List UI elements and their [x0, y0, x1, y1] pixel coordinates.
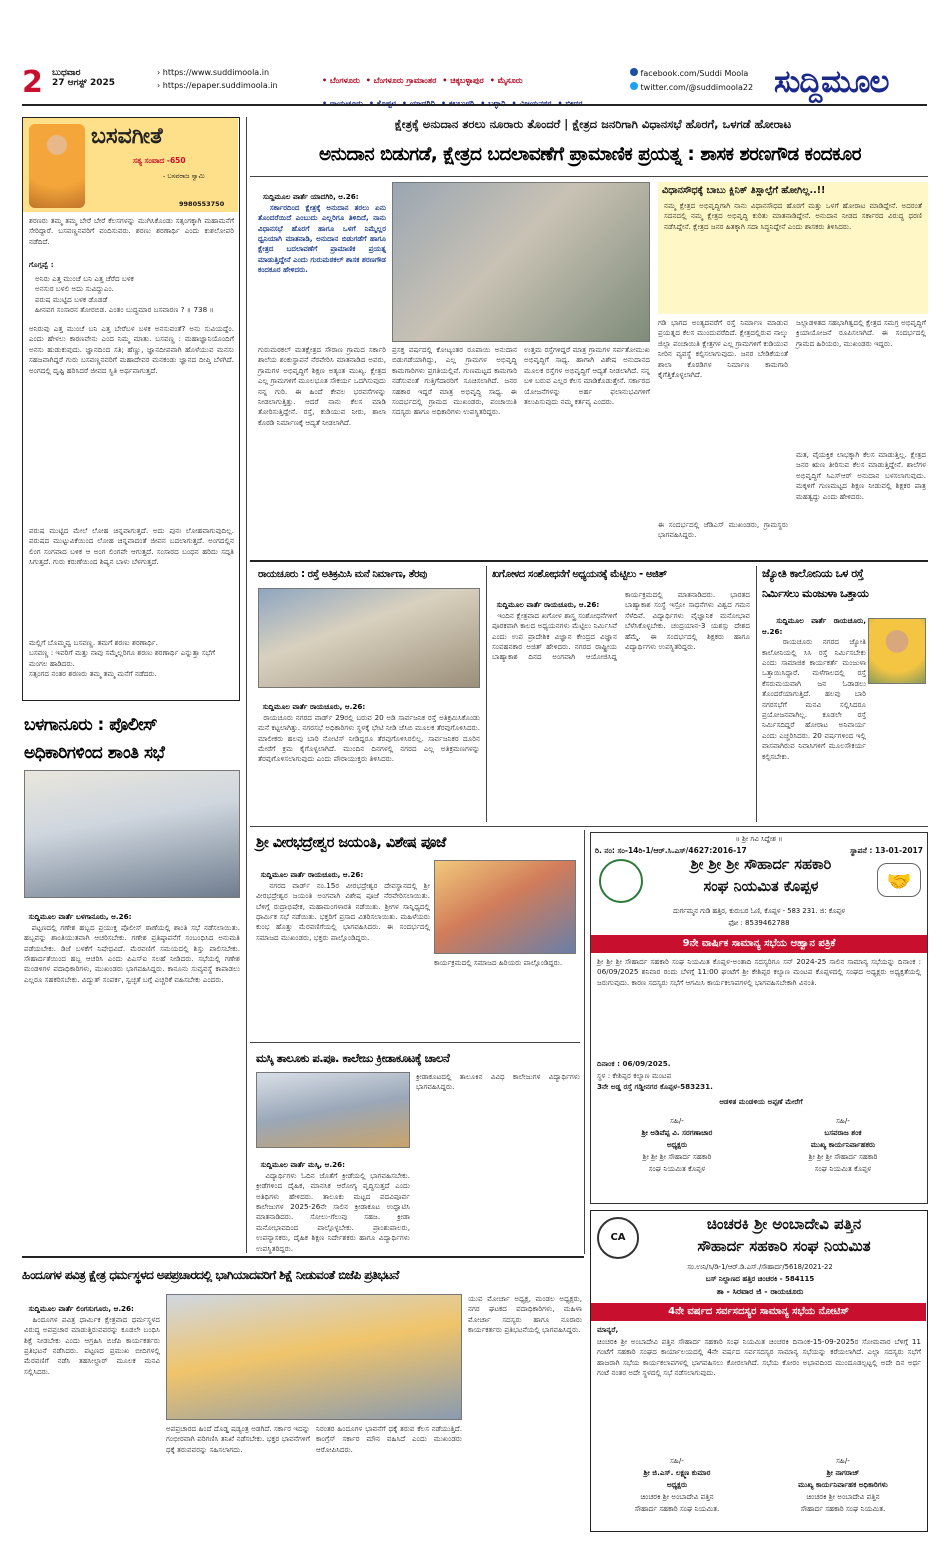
notice-sign-right: [763, 1115, 923, 1195]
veerabhadra-headline: ಶ್ರೀ ವೀರಭದ್ರೇಶ್ವರ ಜಯಂತಿ, ವಿಶೇಷ ಪೂಜೆ: [256, 835, 446, 851]
signature-line: ಸಂಘ ನಿಯಮಿತ ಕೊಪ್ಪಳ: [814, 1164, 872, 1173]
vachana-verse: ಅನಿರು ಎತ್ತ ಮುಂಚೆ ಬನಿ ಎತ್ತ ಚೆರೆದ ಬಳಕ ಅನಸುರ ಬಳಲಿ ಅದು ಸುವಿದ್ದುಎಂ. ಪರುಷ ಮುಟ್ಟಿದ ಬಳಕ ಡೊಡಡೆ ಹೀನವಗ ಸಂಸಾರನ ತೋರಬಿಡ. ಎಂತಂ ಬುದ್ಧಮಾರ ಬಸವಾರಣ ? ॥ 738 ॥: [35, 274, 214, 315]
signature-line: ಸೌಹಾರ್ದ ಸಹಕಾರಿ ಸಂಘ ನಿಯಮಿತ.: [800, 1504, 886, 1513]
signature-line: ಸೌಹಾರ್ದ ಸಹಕಾರಿ ಸಂಘ ನಿಯಮಿತ.: [634, 1504, 720, 1513]
maski-headline: ಮಸ್ಕಿ ತಾಲೂಕು ಪ.ಪೂ. ಕಾಲೇಜು ಕ್ರೀಡಾಕೂಟಕ್ಕೆ ಚಾಲನೆ: [256, 1051, 450, 1065]
column-body-4: ಮಲ್ಲಿಗೆ ಬೊಮ್ಮವ್ವ ಬಸವಣ್ಣ. ತಮಗೆ ಶರಣು ಶರಣಾರ್ಥಿ. ಬಸವಣ್ಣ : ಇವರಿಗೆ ಮತ್ತು ನಾವು ಸಮ್ಮೆಲ್ಲರಿಗೂ ಶರಣು ಶರಣಾರ್ಥಿ ಎನ್ನುತ್ತಾ ಸಭೆಗೆ ಮಂಗಲ ಹಾಡಿದರು. ಸತ್ಸಂಗದ ನಂತರ ಶರಣರು ತಮ್ಮ ತಮ್ಮ ಮನೆಗೆ ನಡೆದರು.: [29, 638, 216, 679]
signature-line: ಚಿಂಚರಕಿ ಶ್ರೀ ಅಂಬಾದೇವಿ ಪತ್ತಿನ: [806, 1492, 880, 1501]
district-row-2: [322, 91, 647, 110]
facebook-icon: [630, 68, 638, 76]
notice2-banner: 4ನೇ ವರ್ಷದ ಸರ್ವಸದಸ್ಯರ ಸಾಮಾನ್ಯ ಸಭೆಯ ನೋಟಿಸ್: [591, 1303, 926, 1321]
notice2-sign-right: [763, 1455, 923, 1527]
notice-place-2: 3ನೇ ಅಡ್ಡ ರಸ್ತೆ ಗಡ್ಡೀನಗರ ಕೊಪ್ಪಳ-583231.: [597, 1082, 713, 1091]
khagola-byline: ಸುದ್ದಿಮೂಲ ವಾರ್ತೆ ರಾಯಚೂರು, ಆ.26:: [496, 600, 600, 610]
signature-line: ಮುಖ್ಯ ಕಾರ್ಯನಿರ್ವಾಹಕ ಅಧಿಕಾರಿಗಳು: [798, 1480, 888, 1489]
hindu-col-3: ನಿರಂತರ ಹಿಂದೂಗಳ ಭಾವನೆಗೆ ಧಕ್ಕೆ ತರುವ ಕೆಲಸ ನಡೆಯುತ್ತಿದೆ. ಕಾಂಗ್ರೆಸ್ ಸರ್ಕಾರ ಮೌನ ವಹಿಸಿದೆ ಎಂದು ಮುಖಂಡರು ಆರೋಪಿಸಿದರು.: [316, 1424, 465, 1454]
raichur-byline: ಸುದ್ದಿಮೂಲ ವಾರ್ತೆ ರಾಯಚೂರು, ಆ.26:: [262, 702, 366, 712]
chevron-right-icon: ›: [157, 68, 163, 77]
basavageethe-column: [22, 117, 240, 701]
signature-line: ಶ್ರೀ ಅಡಿವೆಪ್ಪ ವಿ. ಸರಗಣಾಚಾರ: [641, 1128, 713, 1137]
notice2-sign-left: [597, 1455, 757, 1527]
hindu-col-4: ಯುವ ಮೋರ್ಚಾ ಅಧ್ಯಕ್ಷ, ಮಂಡಲ ಅಧ್ಯಕ್ಷರು, ನಗರ ಘಟಕದ ಪದಾಧಿಕಾರಿಗಳು, ಮಹಿಳಾ ಮೋರ್ಚಾ ಸದಸ್ಯರು ಹಾಗೂ ನೂರಾರು ಕಾರ್ಯಕರ್ತರು ಪ್ರತಿಭಟನೆಯಲ್ಲಿ ಭಾಗವಹಿಸಿದ್ದರು.: [468, 1294, 585, 1335]
notice-title-1: ಶ್ರೀ ಶ್ರೀ ಶ್ರೀ ಸೌಹಾರ್ದ ಸಹಕಾರಿ: [690, 857, 832, 873]
society-logo: [599, 859, 643, 903]
date-label: 27 ಆಗಸ್ಟ್ 2025: [52, 78, 115, 88]
raichur-body: ಸುದ್ದಿಮೂಲ ವಾರ್ತೆ ರಾಯಚೂರು, ಆ.26: ರಾಯಚೂರು ನಗರದ ವಾರ್ಡ್ 29ರಲ್ಲಿ ಬರುವ 20 ಅಡಿ ಸಾರ್ವಜನಿಕ ರಸ್ತೆ ಅತಿಕ್ರಮಿಸಿಕೊಂಡು ಮನೆ ಕಟ್ಟಲಾಗಿತ್ತು. ನಗರಸಭೆ ಅಧಿಕಾರಿಗಳು ಸ್ಥಳಕ್ಕೆ ಭೇಟಿ ನೀಡಿ ಜೆಸಿಬಿ ಮೂಲಕ ತೆರವುಗೊಳಿಸಿದರು. ಮಾಲೀಕರು ಹಲವು ಬಾರಿ ನೋಟಿಸ್ ನೀಡಿದ್ದರೂ ತೆರವುಗೊಳಿಸಿರಲಿಲ್ಲ. ಸಾರ್ವಜನಿಕರ ದೂರಿನ ಮೇರೆಗೆ ಕ್ರಮ ಕೈಗೊಳ್ಳಲಾಗಿದೆ. ಮುಂದಿನ ದಿನಗಳಲ್ಲಿ ನಗರದ ಎಲ್ಲ ಅತಿಕ್ರಮಣಗಳನ್ನು ತೆರವುಗೊಳಿಸಲಾಗುವುದು ಎಂದು ಪೌರಾಯುಕ್ತರು ತಿಳಿಸಿದರು.: [258, 702, 483, 764]
notice2-title-2: ಸೌಹಾರ್ದ ಸಹಕಾರಿ ಸಂಘ ನಿಯಮಿತ: [697, 1237, 871, 1255]
veerabhadra-byline: ಸುದ್ದಿಮೂಲ ವಾರ್ತೆ ರಾಯಚೂರು, ಆ.26:: [260, 870, 364, 880]
lead-photo: [392, 182, 650, 342]
veerabhadra-body: ಸುದ್ದಿಮೂಲ ವಾರ್ತೆ ರಾಯಚೂರು, ಆ.26: ನಗರದ ವಾರ್ಡ್ ನಂ.15ರ ವೀರಭದ್ರೇಶ್ವರ ದೇವಸ್ಥಾನದಲ್ಲಿ ಶ್ರೀ ವೀರಭದ್ರೇಶ್ವರ ಜಯಂತಿ ಅಂಗವಾಗಿ ವಿಶೇಷ ಪೂಜೆ ನೆರವೇರಿಸಲಾಯಿತು. ಬೆಳಿಗ್ಗೆ ರುದ್ರಾಭಿಷೇಕ, ಮಹಾಮಂಗಳಾರತಿ ನಡೆಯಿತು. ಶ್ರೀಗಳ ಸಾನ್ನಿಧ್ಯದಲ್ಲಿ ಧಾರ್ಮಿಕ ಸಭೆ ನಡೆಯಿತು. ಭಕ್ತರಿಗೆ ಪ್ರಸಾದ ವಿತರಿಸಲಾಯಿತು. ಮಹಿಳೆಯರು ಕುಂಭ ಹೊತ್ತು ಮೆರವಣಿಗೆಯಲ್ಲಿ ಭಾಗವಹಿಸಿದರು. ಈ ಸಂದರ್ಭದಲ್ಲಿ ಸಮಾಜದ ಮುಖಂಡರು, ಭಕ್ತರು ಪಾಲ್ಗೊಂಡಿದ್ದರು.: [256, 870, 433, 942]
notice-chincharaki: [590, 1210, 928, 1532]
column-body-3: ಪರುಷ ಮುಟ್ಟಿದ ಮೇಲೆ ಲೋಹ ಚಿನ್ನವಾಗುತ್ತದೆ. ಅದು ಪುನಃ ಲೋಹವಾಗುವುದಿಲ್ಲ. ಪರುಷದ ಮುಟ್ಟುವಿಕೆಯಿಂದ ಲೋಹ ಚಿನ್ನವಾದಂತೆ ಜೀವನ ಬದಲಾಗುತ್ತದೆ. ಅಂಗದಲ್ಲಿನ ಲಿಂಗ ಸಂಗವಾದ ಬಳಿಕ ಆ ಅಂಗ ಲಿಂಗವೇ ಆಗುತ್ತದೆ. ಸಂಸಾರದ ಬಂಧನ ಹರಿದು ಸದ್ಗತಿ ಸಿಗುತ್ತದೆ. ಗುರು ಕರುಣೆಯಿಂದ ಶಿಷ್ಯನ ಬಾಳು ಬೆಳಗುತ್ತದೆ.: [29, 526, 237, 567]
notice-date: ದಿನಾಂಕ : 06/09/2025.: [597, 1059, 671, 1068]
chevron-right-icon: ›: [157, 81, 163, 90]
signature-line: ಶ್ರೀ ಶ್ರೀ ಶ್ರೀ ಸೌಹಾರ್ದ ಸಹಕಾರಿ: [642, 1152, 712, 1161]
lead-col-2: ಪ್ರಸಕ್ತ ವರ್ಷದಲ್ಲಿ ಕೋಟ್ಯಂತರ ರೂಪಾಯಿ ಅನುದಾನ ಬಿಡುಗಡೆಯಾಗಿದ್ದು, ಎಲ್ಲ ಗ್ರಾಮಗಳ ಅಭಿವೃದ್ಧಿ ಕಾಮಗಾರಿಗಳು ಪ್ರಗತಿಯಲ್ಲಿವೆ. ಗುಣಮಟ್ಟದ ಕಾಮಗಾರಿ ನಡೆಸುವಂತೆ ಗುತ್ತಿಗೆದಾರರಿಗೆ ಸೂಚಿಸಲಾಗಿದೆ. ಜನರ ಸಹಕಾರ ಇದ್ದರೆ ಮಾತ್ರ ಅಭಿವೃದ್ಧಿ ಸಾಧ್ಯ. ಈ ಸಂದರ್ಭದಲ್ಲಿ ಗ್ರಾಮದ ಮುಖಂಡರು, ಪಂಚಾಯಿತಿ ಸದಸ್ಯರು ಹಾಗೂ ಅಧಿಕಾರಿಗಳು ಉಪಸ್ಥಿತರಿದ್ದರು.: [392, 345, 520, 417]
khagola-headline: ಖಗೋಳದ ಸಂಶೋಧನೆಗೆ ಅಧ್ಯಯನಕ್ಕೆ ಮೆಟ್ಟಿಲು - ಅಜಿತ್: [492, 569, 667, 580]
hindu-byline: ಸುದ್ದಿಮೂಲ ವಾರ್ತೆ ಲಿಂಗಸುಗೂರು, ಆ.26:: [28, 1304, 134, 1314]
signature-line: ಸಹಿ/-: [836, 1456, 850, 1465]
manjula-portrait: [868, 618, 926, 684]
signature-line: ಅಧ್ಯಕ್ಷರು: [666, 1140, 688, 1149]
lead-col-5: ಜಲ್ಲಾಡಳಿತದ ಸಹಭಾಗಿತ್ವದಲ್ಲಿ ಕ್ಷೇತ್ರದ ಸಮಗ್ರ ಅಭಿವೃದ್ಧಿಗೆ ಕ್ರಿಯಾಯೋಜನೆ ರೂಪಿಸಲಾಗಿದೆ. ಈ ಸಂದರ್ಭದಲ್ಲಿ ಗ್ರಾಮದ ಹಿರಿಯರು, ಮುಖಂಡರು ಇದ್ದರು.: [796, 318, 929, 348]
lead-col-7: ಈ ಸಂದರ್ಭದಲ್ಲಿ ಜೆಡಿಎಸ್ ಮುಖಂಡರು, ಗ್ರಾಮಸ್ಥರು ಭಾಗವಹಿಸಿದ್ದರು.: [658, 520, 791, 540]
author-phone: 9980553750: [179, 200, 225, 208]
notice-place: ಸ್ಥಳ : ಕೇಶಿಪ್ಪರ ಕಲ್ಯಾಣ ಮಂಟಪ: [597, 1071, 672, 1080]
signature-line: ಚಿಂಚರಕಿ ಶ್ರೀ ಅಂಬಾದೇವಿ ಪತ್ತಿನ: [640, 1492, 714, 1501]
web-links: [157, 68, 327, 102]
basavanna-portrait: [29, 124, 85, 208]
sports-meet-photo: [256, 1072, 410, 1148]
district-link[interactable]: • ಬೆಂಗಳೂರು: [322, 76, 360, 85]
notice-closing: ಆಡಳಿತ ಮಂಡಳಿಯ ಅಪ್ಪಣೆ ಮೇರೆಗೆ: [719, 1097, 803, 1106]
khagola-body: ಸುದ್ದಿಮೂಲ ವಾರ್ತೆ ರಾಯಚೂರು, ಆ.26: ಇಂದಿನ ಕ್ಷೇತ್ರವಾದ ಖಗೋಳ ಶಾಸ್ತ್ರ ಸಂಶೋಧನೆಗಳಿಗೆ ಪೂರಕವಾಗಿ ಕಾಲದ ಅಧ್ಯಯನಗಳು ಮೆಟ್ಟಿಲು ನಿರ್ಮಿಸಿವೆ ಎಂದು ಉಪ ಪ್ರಾದೇಶಿಕ ವಿಜ್ಞಾನ ಕೇಂದ್ರದ ವಿಜ್ಞಾನ ಸಂವಹನಕಾರ ಅಜಿತ್ ಹೇಳಿದರು. ನಗರದ ರಾಷ್ಟ್ರೀಯ ಬಾಹ್ಯಾಕಾಶ ದಿನದ ಅಂಗವಾಗಿ ಆಯೋಜಿಸಿದ್ದ ಕಾರ್ಯಕ್ರಮದಲ್ಲಿ ಮಾತನಾಡಿದರು. ಭಾರತದ ಬಾಹ್ಯಾಕಾಶ ಸಂಸ್ಥೆ ಇಸ್ರೋ ಸಾಧನೆಗಳು ವಿಶ್ವದ ಗಮನ ಸೆಳೆದಿವೆ. ವಿದ್ಯಾರ್ಥಿಗಳು ವೈಜ್ಞಾನಿಕ ಮನೋಭಾವ ಬೆಳೆಸಿಕೊಳ್ಳಬೇಕು. ಚಂದ್ರಯಾನ-3 ಯಶಸ್ಸು ದೇಶದ ಹೆಮ್ಮೆ. ಈ ಸಂದರ್ಭದಲ್ಲಿ ಶಿಕ್ಷಕರು ಹಾಗೂ ವಿದ್ಯಾರ್ಥಿಗಳು ಉಪಸ್ಥಿತರಿದ್ದರು.: [492, 590, 753, 662]
notice-top-line: ॥ ಶ್ರೀ ಗವಿ ಸಿದ್ದೇಶ ॥: [735, 835, 783, 843]
balaganur-headline-2: ಅಧಿಕಾರಿಗಳಿಂದ ಶಾಂತಿ ಸಭೆ: [24, 743, 165, 763]
handshake-icon: 🤝: [877, 863, 921, 897]
signature-line: ಸಹಿ/-: [670, 1116, 684, 1125]
lead-col-3: ಉತ್ತಮ ರಸ್ತೆಗಳಿದ್ದರೆ ಮಾತ್ರ ಗ್ರಾಮಗಳ ಸರ್ವತೋಮುಖ ಅಭಿವೃದ್ಧಿಗೆ ಸಾಧ್ಯ. ಹಾಗಾಗಿ ವಿಶೇಷ ಅನುದಾನದ ಮೂಲಕ ರಸ್ತೆಗಳ ಅಭಿವೃದ್ಧಿಗೆ ಆದ್ಯತೆ ನೀಡಲಾಗಿದೆ. ನನ್ನ ಬಳಿ ಬರುವ ಎಲ್ಲರ ಕೆಲಸ ಮಾಡಿಕೊಡುತ್ತೇನೆ. ಸರ್ಕಾರದ ಯೋಜನೆಗಳನ್ನು ಅರ್ಹ ಫಲಾನುಭವಿಗಳಿಗೆ ತಲುಪಿಸುವುದು ನಮ್ಮ ಕರ್ತವ್ಯ ಎಂದರು.: [524, 345, 653, 407]
column-body-1: ಶರಣರು ತಮ್ಮ ತಮ್ಮ ಬೇರೆ ಬೇರೆ ಕೆಲಸಗಳನ್ನು ಮುಗಿಸಿಕೊಂಡು ಸತ್ಸಂಗಕ್ಕಾಗಿ ಮಹಾಮನೆಗೆ ಸೇರಿದ್ದಾರೆ. ಬಸವಣ್ಣನವರಿಗೆ ವಂದಿಸುವರು. ಶರಣು ಶರಣಾರ್ಥಿ ಎಂದು ಕುಶಲೋಪರಿ ನಡೆದಿದೆ.: [29, 216, 237, 246]
notice2-address-2: ತಾ - ಸಿರವಾರ ಜಿ - ರಾಯಚೂರು: [716, 1287, 804, 1296]
veerabhadra-body-2: ಕಾರ್ಯಕ್ರಮದಲ್ಲಿ ಸಮಾಜದ ಹಿರಿಯರು ಪಾಲ್ಗೊಂಡಿದ್ದರು.: [434, 958, 563, 967]
notice-title-2: ಸಂಘ ನಿಯಮಿತ ಕೊಪ್ಪಳ: [703, 879, 819, 895]
notice-estd: ಸ್ಥಾಪನೆ : 13-01-2017: [850, 846, 923, 855]
signature-line: ಶ್ರೀ ಜಿ.ಎಸ್. ಲಕ್ಷ್ಮಣ ಕುಮಾರ: [643, 1468, 711, 1477]
lead-col-4: ಗಡಿ ಭಾಗದ ಅಂತ್ಯದವರೆಗೆ ರಸ್ತೆ ನಿರ್ಮಾಣ ಮಾಡುವ ಪ್ರಯತ್ನದ ಕೆಲಸ ಮುಂದುವರೆದಿದೆ. ಕ್ಷೇತ್ರದಲ್ಲಿರುವ ನಾಲ್ಕು ಜಿಲ್ಲಾ ಪಂಚಾಯಿತಿ ಕ್ಷೇತ್ರಗಳ ಎಲ್ಲ ಗ್ರಾಮಗಳಿಗೆ ಕುಡಿಯುವ ನೀರಿನ ವ್ಯವಸ್ಥೆ ಕಲ್ಪಿಸಲಾಗುವುದು. ಜನರ ಬೇಡಿಕೆಯಂತೆ ಶಾಲಾ ಕೊಠಡಿಗಳ ನಿರ್ಮಾಣ ಕಾಮಗಾರಿ ಕೈಗೆತ್ತಿಕೊಳ್ಳಲಾಗಿದೆ.: [658, 318, 791, 380]
social-links: [630, 68, 770, 102]
raichur-photo: [258, 588, 480, 688]
balaganur-byline: ಸುದ್ದಿಮೂಲ ವಾರ್ತೆ ಬಳಗಾನೂರು, ಆ.26:: [28, 912, 132, 922]
lead-headline: ಅನುದಾನ ಬಿಡುಗಡೆ, ಕ್ಷೇತ್ರದ ಬದಲಾವಣೆಗೆ ಪ್ರಾಮಾಣಿಕ ಪ್ರಯತ್ನ : ಶಾಸಕ ಶರಣಗೌಡ ಕಂದಕೂರ: [319, 144, 861, 165]
page-number: 2: [22, 65, 43, 100]
lead-sidebar: [658, 182, 928, 314]
column-body-2: ಅನಿರುವು ಎತ್ತ ಮುಂಚೆ ಬನಿ ಎತ್ತ ಬೇರೆಬಳ ಬಳಕ ಅನಸುವಂತೆ? ಅನು ಸುವಿಯದ್ದೆಂ. ಎಂದು ಹೇಳಲು ಕಾರಣವೇನು ಎಂದ ನಿಮ್ಮ ಮಾತು. ಬಸವಣ್ಣ : ಮಹಾಜ್ಞಾನಿಯೊಂದಿಗೆ ಅನಸು ಹುಡುಕುವುದು. ಜ್ಞಾನದಿಂದ ಸತಿ; ಹೆಣ್ಣು, ಜ್ಞಾನದೀಪವಾಗಿ ಹೊಳೆಯುವ ಮನಸು ಸಹಜವಾಗಿದ್ದರೆ ಗುರು ಬಸವಣ್ಣನವರಿಗೆ ಮಹಾದೇವರ ಮನಕಂಡು ಜ್ಞಾನದ ದೀಪ್ತಿ ಬೆಳಗಿದೆ. ಅಂಗದಲ್ಲಿ ದೃಷ್ಟಿ ಹರಿಸಿದರೆ ಜೀವದ ಸ್ಥಿತಿ ಅರ್ಥವಾಗುತ್ತದೆ.: [29, 324, 237, 375]
signature-line: ಶ್ರೀ ನಾಗರಾಜ್: [826, 1468, 860, 1477]
jayanti-photo: [434, 860, 576, 954]
lead-col-6: ಮತ, ವೈಯಕ್ತಿಕ ಲಾಭಕ್ಕಾಗಿ ಕೆಲಸ ಮಾಡುತ್ತಿಲ್ಲ. ಕ್ಷೇತ್ರದ ಜನರ ಋಣ ತೀರಿಸುವ ಕೆಲಸ ಮಾಡುತ್ತಿದ್ದೇನೆ. ಶಾಲೆಗಳ ಅಭಿವೃದ್ಧಿಗೆ ಸಿಎಸ್ಆರ್ ಅನುದಾನ ಬಳಸಲಾಗುವುದು. ಮಕ್ಕಳಿಗೆ ಗುಣಮಟ್ಟದ ಶಿಕ್ಷಣ ನೀಡುವಲ್ಲಿ ಶಿಕ್ಷಕರ ಪಾತ್ರ ಮಹತ್ವದ್ದು ಎಂದು ಹೇಳಿದರು.: [796, 450, 929, 501]
maski-body-2: ಕ್ರೀಡಾಕೂಟದಲ್ಲಿ ತಾಲೂಕಿನ ವಿವಿಧ ಕಾಲೇಜುಗಳ ವಿದ್ಯಾರ್ಥಿಗಳು ಭಾಗವಹಿಸಿದ್ದರು.: [416, 1072, 583, 1092]
notice2-address-1: ಬಸ್ ನಿಲ್ದಾಣದ ಹತ್ತಿರ ಚಿಂಚರಕಿ - 584115: [705, 1275, 815, 1283]
notice-body: ಶ್ರೀ ಶ್ರೀ ಶ್ರೀ ಸೌಹಾರ್ದ ಸಹಕಾರಿ ಸಂಘ ನಿಯಮಿತ ಕೊಪ್ಪಳ-ಅಂತಾದಿ ಸದಸ್ಯರಿಗೂ ಸನ್ 2024-25 ಸಾಲಿನ ಸಾಮಾನ್ಯ ಸಭೆಯನ್ನು ದಿನಾಂಕ : 06/09/2025 ಶನಿವಾರ ರಂದು ಬೆಳಗ್ಗೆ 11:00 ಘಂಟೆಗೆ ಶ್ರೀ ಕೇಶಿಪ್ಪರ ಕಲ್ಯಾಣ ಮಂಟಪ ಕೊಪ್ಪಳದಲ್ಲಿ ಸಂಘದ ಅಧ್ಯಕ್ಷರು ಅಧ್ಯಕ್ಷತೆಯಲ್ಲಿ ಜರುಗುವುದು. ಕಾರಣ ಸದಸ್ಯರು ಸಭೆಗೆ ಆಗಮಿಸಿ ಕಾರ್ಯಕಲಾಪಗಳಲ್ಲಿ ಭಾಗವಹಿಸಬೇಕಾಗಿ ವಿನಂತಿ.: [597, 957, 924, 987]
maski-body: ಸುದ್ದಿಮೂಲ ವಾರ್ತೆ ಮಸ್ಕಿ, ಆ.26: ವಿದ್ಯಾರ್ಥಿಗಳು ಓದಿನ ಜೊತೆಗೆ ಕ್ರೀಡೆಯಲ್ಲಿ ಭಾಗವಹಿಸಬೇಕು. ಕ್ರೀಡೆಗಳಿಂದ ದೈಹಿಕ, ಮಾನಸಿಕ ಆರೋಗ್ಯ ವೃದ್ಧಿಸುತ್ತದೆ ಎಂದು ಅತಿಥಿಗಳು ಹೇಳಿದರು. ತಾಲೂಕು ಮಟ್ಟದ ಪದವಿಪೂರ್ವ ಕಾಲೇಜುಗಳ 2025-26ನೇ ಸಾಲಿನ ಕ್ರೀಡಾಕೂಟ ಉದ್ಘಾಟಿಸಿ ಮಾತನಾಡಿದರು. ಸೋಲು-ಗೆಲುವು ಸಹಜ. ಕ್ರೀಡಾ ಮನೋಭಾವದಿಂದ ಪಾಲ್ಗೊಳ್ಳಬೇಕು. ಪ್ರಾಂಶುಪಾಲರು, ಉಪನ್ಯಾಸಕರು, ದೈಹಿಕ ಶಿಕ್ಷಣ ನಿರ್ದೇಶಕರು ಹಾಗೂ ವಿದ್ಯಾರ್ಥಿಗಳು ಉಪಸ್ಥಿತರಿದ್ದರು.: [256, 1160, 413, 1253]
lead-intro: ಸುದ್ದಿಮೂಲ ವಾರ್ತೆ ಯಾದಗಿರಿ, ಆ.26: ಸರ್ಕಾರದಿಂದ ಕ್ಷೇತ್ರಕ್ಕೆ ಅನುದಾನ ತರಲು ಏನು ತೊಂದರೆಯಿದೆ ಎಂಬುದು ಎಲ್ಲರಿಗೂ ತಿಳಿದಿದೆ, ನಾನು ವಿಧಾನಸಭೆ ಹೊರಗೆ ಹಾಗೂ ಒಳಗೆ ನಿಮ್ಮೆಲ್ಲರ ಧ್ವನಿಯಾಗಿ ಮಾತನಾಡಿ, ಅನುದಾನ ಬಿಡುಗಡೆಗೆ ಹಾಗೂ ಕ್ಷೇತ್ರದ ಬದಲಾವಣೆಗೆ ಪ್ರಾಮಾಣಿಕ ಪ್ರಯತ್ನ ಮಾಡುತ್ತಿದ್ದೇನೆ ಎಂದು ಗುರುಮಠಕಲ್ ಶಾಸಕ ಶರಣಗೌಡ ಕಂದಕೂರ ಹೇಳಿದರು.: [258, 192, 389, 275]
hindu-col-1: ಸುದ್ದಿಮೂಲ ವಾರ್ತೆ ಲಿಂಗಸುಗೂರು, ಆ.26: ಹಿಂದೂಗಳ ಪವಿತ್ರ ಧಾರ್ಮಿಕ ಕ್ಷೇತ್ರವಾದ ಧರ್ಮಸ್ಥಳದ ವಿರುದ್ಧ ಅಪಪ್ರಚಾರ ಮಾಡುತ್ತಿರುವವರನ್ನು ಕೂಡಲೇ ಬಂಧಿಸಿ ಶಿಕ್ಷೆ ನೀಡಬೇಕು ಎಂದು ಆಗ್ರಹಿಸಿ ಬಿಜೆಪಿ ಕಾರ್ಯಕರ್ತರು ಪ್ರತಿಭಟನೆ ನಡೆಸಿದರು. ಪಟ್ಟಣದ ಪ್ರಮುಖ ಬೀದಿಗಳಲ್ಲಿ ಮೆರವಣಿಗೆ ನಡೆಸಿ ತಹಸೀಲ್ದಾರ್ ಮೂಲಕ ಮನವಿ ಸಲ್ಲಿಸಿದರು.: [24, 1304, 163, 1376]
signature-line: ಶ್ರೀ ಶ್ರೀ ಶ್ರೀ ಸೌಹಾರ್ದ ಸಹಕಾರಿ: [808, 1152, 878, 1161]
jyothi-headline-1: ಜ್ಯೋತಿ ಕಾಲೋನಿಯ ಒಳ ರಸ್ತೆ: [762, 567, 864, 580]
balaganur-headline-1: ಬಳಗಾನೂರು : ಪೊಲೀಸ್: [24, 715, 158, 735]
district-nav: [322, 68, 647, 102]
column-title: ಬಸವಗೀತೆ: [91, 124, 163, 149]
district-link[interactable]: • ಬೆಂಗಳೂರು ಗ್ರಾಮಾಂತರ: [365, 76, 437, 85]
maski-byline: ಸುದ್ದಿಮೂಲ ವಾರ್ತೆ ಮಸ್ಕಿ, ಆ.26:: [260, 1160, 345, 1170]
notice-sign-left: [597, 1115, 757, 1195]
raichur-headline: ರಾಯಚೂರು : ರಸ್ತೆ ಅತಿಕ್ರಮಿಸಿ ಮನೆ ನಿರ್ಮಾಣ, ತೆರವು: [258, 569, 427, 580]
sidebar-body: ನಮ್ಮ ಕ್ಷೇತ್ರದ ಅಭಿವೃದ್ಧಿಗಾಗಿ ನಾನು ವಿಧಾನಸೌಧದ ಹೊರಗೆ ಮತ್ತು ಒಳಗೆ ಹೋರಾಟ ಮಾಡಿದ್ದೇನೆ. ಅದರಂತೆ ಸದನದಲ್ಲಿ ನಮ್ಮ ಕ್ಷೇತ್ರದ ಅಭಿವೃದ್ಧಿ ಕುರಿತು ಮಾತನಾಡಿದ್ದೇನೆ. ಅನುದಾನ ನೀಡದ ಸರ್ಕಾರದ ವಿರುದ್ಧ ಧರಣಿ ನಡೆಸಿದ್ದೇನೆ. ಕ್ಷೇತ್ರದ ಜನರ ಹಿತಕ್ಕಾಗಿ ಸದಾ ಸಿದ್ಧನಿದ್ದೇನೆ ಎಂದು ಶಾಸಕರು ತಿಳಿಸಿದರು.: [664, 201, 925, 231]
society-logo-2: CA: [597, 1217, 639, 1259]
notice-phone: ಫೋ : 8539462788: [728, 919, 790, 927]
hindu-col-2: ಅಪಪ್ರಚಾರದ ಹಿಂದೆ ದೊಡ್ಡ ಷಡ್ಯಂತ್ರ ಅಡಗಿದೆ. ಸರ್ಕಾರ ಇದನ್ನು ಗಂಭೀರವಾಗಿ ಪರಿಗಣಿಸಿ ತನಿಖೆ ನಡೆಸಬೇಕು. ಭಕ್ತರ ಭಾವನೆಗಳಿಗೆ ಧಕ್ಕೆ ತರುವವರನ್ನು ಸಹಿಸಲಾಗದು.: [166, 1424, 313, 1454]
notice-address: ದುರ್ಗಮ್ಮನ ಗುಡಿ ಹತ್ತಿರ, ಕುರುಬರ ಓಣಿ, ಕೊಪ್ಪಳ - 583 231. ಜಿ: ಕೊಪ್ಪಳ: [673, 907, 845, 915]
jyothi-headline-2: ನಿರ್ಮಿಸಲು ಮಂಜುಳಾ ಒತ್ತಾಯ: [762, 587, 869, 600]
notice-koppal: [590, 832, 928, 1204]
page-header: [22, 66, 927, 102]
lead-col-1: ಗುರುಮಠಕಲ್ ಮತಕ್ಷೇತ್ರದ ಸೌರಾಣ ಗ್ರಾಮದ ಸರ್ಕಾರಿ ಶಾಲೆಯ ಶಂಕುಸ್ಥಾಪನೆ ನೆರವೇರಿಸಿ ಮಾತನಾಡಿದ ಅವರು, ಗ್ರಾಮಗಳ ಅಭಿವೃದ್ಧಿಗೆ ಶಿಕ್ಷಣ ಅತ್ಯಂತ ಮುಖ್ಯ. ಕ್ಷೇತ್ರದ ಎಲ್ಲ ಗ್ರಾಮಗಳಿಗೆ ಮೂಲಭೂತ ಸೌಕರ್ಯ ಒದಗಿಸುವುದು ನನ್ನ ಗುರಿ. ಈ ಹಿಂದೆ ಕೇವಲ ಭರವಸೆಗಳನ್ನು ನೀಡಲಾಗುತ್ತಿತ್ತು. ಆದರೆ ನಾನು ಕೆಲಸ ಮಾಡಿ ತೋರಿಸುತ್ತಿದ್ದೇನೆ. ರಸ್ತೆ, ಕುಡಿಯುವ ನೀರು, ಶಾಲಾ ಕೊಠಡಿ ನಿರ್ಮಾಣಕ್ಕೆ ಆದ್ಯತೆ ನೀಡಲಾಗಿದೆ.: [258, 345, 389, 427]
signature-line: ಸಹಿ/-: [670, 1456, 684, 1465]
notice2-reg: ಸಂ.ಉನಿ/ಸಿ/ಡಿ-1/ಆರ್.ಡಿ.ಎಸ್./ಸೌಹಾರ್ದ/5618/2021-22: [687, 1263, 833, 1271]
peace-meeting-photo: [24, 770, 240, 898]
jyothi-body: ಸುದ್ದಿಮೂಲ ವಾರ್ತೆ ರಾಯಚೂರು, ಆ.26: ರಾಯಚೂರು ನಗರದ ಜ್ಯೋತಿ ಕಾಲೋನಿಯಲ್ಲಿ ಸಿಸಿ ರಸ್ತೆ ನಿರ್ಮಿಸಬೇಕು ಎಂದು ಸಾಮಾಜಿಕ ಕಾರ್ಯಕರ್ತೆ ಮಂಜುಳಾ ಒತ್ತಾಯಿಸಿದ್ದಾರೆ. ಮಳೆಗಾಲದಲ್ಲಿ ರಸ್ತೆ ಕೆಸರುಮಯವಾಗಿ ಜನ ಓಡಾಡಲು ತೊಂದರೆಯಾಗುತ್ತಿದೆ. ಹಲವು ಬಾರಿ ನಗರಸಭೆಗೆ ಮನವಿ ಸಲ್ಲಿಸಿದರೂ ಪ್ರಯೋಜನವಾಗಿಲ್ಲ. ಕೂಡಲೇ ರಸ್ತೆ ನಿರ್ಮಿಸದಿದ್ದರೆ ಹೋರಾಟ ಅನಿವಾರ್ಯ ಎಂದು ಎಚ್ಚರಿಸಿದರು. 20 ವರ್ಷಗಳಿಂದ ಇಲ್ಲಿ ವಾಸವಾಗಿರುವ ನಿವಾಸಿಗಳಿಗೆ ಮೂಲಸೌಕರ್ಯ ಕಲ್ಪಿಸಬೇಕು.: [762, 616, 869, 761]
protest-photo: [166, 1294, 462, 1420]
notice2-body: ಚಿಂಚರಕಿ ಶ್ರೀ ಅಂಬಾದೇವಿ ಪತ್ತಿನ ಸೌಹಾರ್ದ ಸಹಕಾರಿ ಸಂಘ ನಿಯಮಿತ ಚಿಂಚರಕಿ ದಿನಾಂಕ-15-09-2025ರ ಸೋಮವಾರ ಬೆಳಿಗ್ಗೆ 11 ಗಂಟೆಗೆ ಸಹಕಾರಿ ಸಂಘದ ಕಾರ್ಯಾಲಯದಲ್ಲಿ 4ನೇ ವರ್ಷದ ಸರ್ವಸದಸ್ಯರ ಸಾಮಾನ್ಯ ಸಭೆಯನ್ನು ಕರೆಯಲಾಗಿದೆ. ಎಲ್ಲಾ ಸದಸ್ಯರು ಸಭೆಗೆ ಹಾಜರಾಗಿ ಸಭೆಯ ಕಾರ್ಯಕಲಾಪಗಳಲ್ಲಿ ಭಾಗವಹಿಸಲು ಕೋರಲಾಗಿದೆ. ಸಭೆಯ ಕೋರಂ ಅಭಾವದಿಂದ ಮುಂದೂಡಲ್ಪಟ್ಟಲ್ಲಿ ಅದೇ ದಿನ ಅರ್ಧ ಗಂಟೆ ನಂತರ ಅದೇ ಸ್ಥಳದಲ್ಲಿ ಸಭೆ ನಡೆಸಲಾಗುವುದು.: [597, 1337, 924, 1378]
twitter-icon: [630, 82, 638, 90]
twitter-link[interactable]: twitter.com/@suddimoola22: [630, 82, 770, 92]
signature-line: ಬಸವರಾಜ ಶಂಕ: [824, 1128, 862, 1137]
signature-line: ಸಂಘ ನಿಯಮಿತ ಕೊಪ್ಪಳ: [648, 1164, 706, 1173]
notice2-greeting: ಮಾನ್ಯರೆ,: [597, 1325, 619, 1334]
sidebar-title: ವಿಧಾನಸೌಧಕ್ಕೆ ಬಾಬು ಕ್ಲಿನಿಕ್ ತಿಸ್ಲಾಲ್ಪೆಗೆ ಹೋಗಿಲ್ಲ..!!: [662, 185, 826, 196]
jyothi-byline: ಸುದ್ದಿಮೂಲ ವಾರ್ತೆ ರಾಯಚೂರು, ಆ.26:: [762, 616, 869, 636]
lead-kicker: ಕ್ಷೇತ್ರಕ್ಕೆ ಅನುದಾನ ತರಲು ನೂರಾರು ತೊಂದರೆ | ಕ್ಷೇತ್ರದ ಜನರಿಗಾಗಿ ವಿಧಾನಸಭೆ ಹೊರಗೆ, ಒಳಗಡೆ ಹೋರಾಟ: [394, 117, 792, 131]
facebook-link[interactable]: facebook.com/Suddi Moola: [630, 68, 770, 78]
balaganur-body: ಸುದ್ದಿಮೂಲ ವಾರ್ತೆ ಬಳಗಾನೂರು, ಆ.26: ಪಟ್ಟಣದಲ್ಲಿ ಗಣೇಶ ಹಬ್ಬದ ಪ್ರಯುಕ್ತ ಪೊಲೀಸ್ ಠಾಣೆಯಲ್ಲಿ ಶಾಂತಿ ಸಭೆ ನಡೆಸಲಾಯಿತು. ಹಬ್ಬವನ್ನು ಶಾಂತಿಯುತವಾಗಿ ಆಚರಿಸಬೇಕು. ಗಣೇಶ ಪ್ರತಿಷ್ಠಾಪನೆಗೆ ಸಂಬಂಧಿಸಿದ ಅನುಮತಿ ಪಡೆಯಬೇಕು. ಡಿಜೆ ಬಳಕೆಗೆ ನಿಷೇಧವಿದೆ. ಮೆರವಣಿಗೆ ಸಮಯದಲ್ಲಿ ಶಿಸ್ತು ಪಾಲಿಸಬೇಕು. ಸೌಹಾರ್ದತೆಯಿಂದ ಹಬ್ಬ ಆಚರಿಸಿ ಎಂದು ಪಿಎಸ್ಐ ಸಲಹೆ ನೀಡಿದರು. ಸಭೆಯಲ್ಲಿ ಗಣೇಶ ಮಂಡಳಿಗಳ ಪದಾಧಿಕಾರಿಗಳು, ಮುಖಂಡರು ಭಾಗವಹಿಸಿದ್ದರು. ಕಾನೂನು ಸುವ್ಯವಸ್ಥೆ ಕಾಪಾಡಲು ಎಲ್ಲರೂ ಸಹಕರಿಸಬೇಕು. ವಿದ್ಯುತ್ ಸಂಪರ್ಕ, ಸ್ವಚ್ಛತೆ ಬಗ್ಗೆ ಎಚ್ಚರಿಕೆ ವಹಿಸಬೇಕು ಎಂದರು.: [24, 912, 243, 984]
signature-line: ಅಧ್ಯಕ್ಷರು: [666, 1480, 688, 1489]
notice-reg-number: ರಿ. ನಂ: ಸಂ-14ರಿ-1/ಆರ್.ಸಿ.ಎಸ್/4627:2016-17: [595, 846, 747, 855]
website-link[interactable]: › https://www.suddimoola.in: [157, 68, 270, 77]
column-subtitle: ಸತ್ಯ ಸಂವಾದ -650: [133, 156, 186, 165]
lead-byline: ಸುದ್ದಿಮೂಲ ವಾರ್ತೆ ಯಾದಗಿರಿ, ಆ.26:: [263, 192, 359, 202]
signature-line: ಮುಖ್ಯ ಕಾರ್ಯನಿರ್ವಾಹಕರು: [810, 1140, 876, 1149]
hindu-headline: ಹಿಂದೂಗಳ ಪವಿತ್ರ ಕ್ಷೇತ್ರ ಧರ್ಮಸ್ಥಳದ ಅಪಪ್ರಚಾರದಲ್ಲಿ ಭಾಗಿಯಾದವರಿಗೆ ಶಿಕ್ಷೆ ನೀಡುವಂತೆ ಬಿಜೆಪಿ ಪ್ರತಿಭಟನೆ: [22, 1268, 399, 1282]
day-label: ಬುಧವಾರ: [52, 68, 81, 78]
author-name: - ಬಸವರಾಜ ಸ್ವಾಮಿ: [163, 172, 205, 180]
notice2-title-1: ಚಿಂಚರಕಿ ಶ್ರೀ ಅಂಬಾದೇವಿ ಪತ್ತಿನ: [706, 1215, 862, 1233]
district-link[interactable]: • ಚಿಕ್ಕಬಳ್ಳಾಪುರ: [442, 76, 484, 85]
signature-line: ಸಹಿ/-: [836, 1116, 850, 1125]
district-row-1: [322, 68, 647, 87]
district-link[interactable]: • ಮೈಸೂರು: [489, 76, 523, 85]
epaper-link[interactable]: › https://epaper.suddimoola.in: [157, 81, 278, 90]
speaker-label: ಗೊಗ್ಗವ್ವೆ :: [29, 260, 54, 269]
notice-banner: 9ನೇ ವಾರ್ಷಿಕ ಸಾಮಾನ್ಯ ಸಭೆಯ ಆಹ್ವಾನ ಪತ್ರಿಕೆ: [591, 935, 927, 953]
date-block: [52, 68, 162, 102]
masthead-logo: ಸುದ್ದಿಮೂಲ: [774, 64, 889, 100]
